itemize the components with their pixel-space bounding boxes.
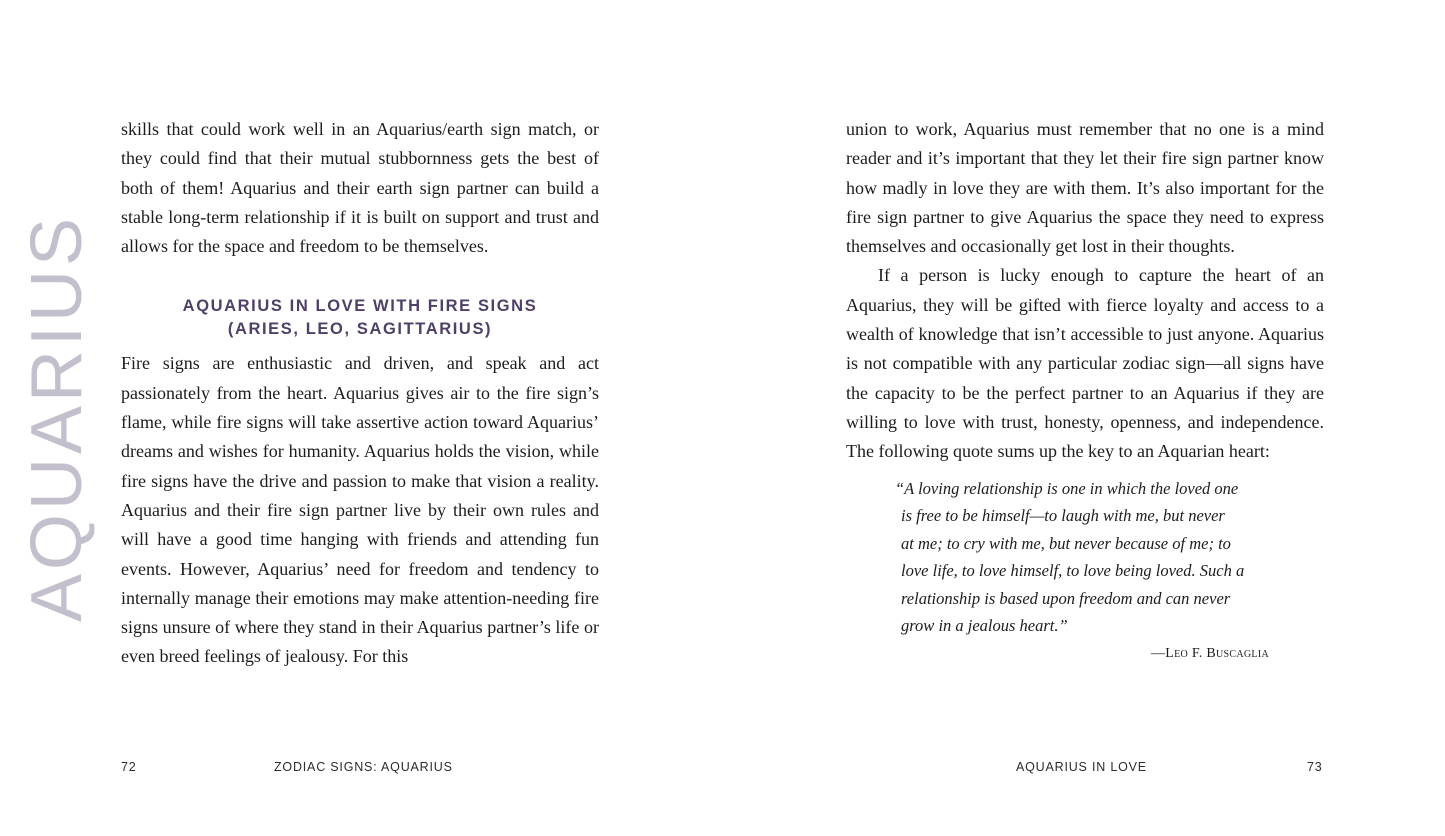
left-paragraph-2: Fire signs are enthusiastic and driven, and speak and act passionately from the heart. Aquarius gives air to the fire sign’s flame, while fire signs will take assertive action toward Aquarius’ dreams and wishes for humanity. Aquarius holds the vision, while fire signs have the drive and passion to make that vision a reality. Aquarius and their fire sign partner live by their own rules and will have a good time hanging with friends and attending fun events. However, Aquarius’ need for freedom and tendency to internally manage their emotions may make attention-needing fire signs unsure of where they stand in their Aquarius partner’s life or even breed feelings of jealousy. For this [121, 353, 599, 667]
left-paragraph-1: skills that could work well in an Aquarius/earth sign match, or they could find that their mutual stubbornness gets the best of both of them! Aquarius and their earth sign partner can build a stable long-term relationship if it is built on support and trust and allows for the space and freedom to be themselves. [121, 119, 599, 257]
left-page-number: 72 [121, 760, 137, 774]
quote-line: relationship is based upon freedom and can never [901, 588, 1231, 608]
right-paragraph-1: union to work, Aquarius must remember that no one is a mind reader and it’s important that they let their fire sign partner know how madly in love they are with them. It’s also important for the fire sign partner to give Aquarius the space they need to express themselves and occasionally get lost in their thoughts. [846, 119, 1324, 257]
quote-line: at me; to cry with me, but never because of me; to [901, 533, 1231, 553]
right-running-head: AQUARIUS IN LOVE [1016, 760, 1147, 774]
section-heading-line-1: AQUARIUS IN LOVE WITH FIRE SIGNS [182, 297, 538, 316]
vertical-section-title: AQUARIUS [17, 213, 97, 623]
section-heading-line-2: (ARIES, LEO, SAGITTARIUS) [227, 320, 493, 339]
right-page [846, 115, 1324, 662]
section-heading [121, 295, 599, 341]
quote-attribution: —Leo F. Buscaglia [1150, 645, 1269, 661]
block-quote [891, 475, 1269, 640]
quote-line: “A loving relationship is one in which the loved one [895, 478, 1239, 498]
left-page [121, 115, 599, 672]
right-paragraph-2: If a person is lucky enough to capture the heart of an Aquarius, they will be gifted with fierce loyalty and access to a wealth of knowledge that isn’t accessible to just anyone. Aquarius is not compatible with any particular zodiac sign—all signs have the capacity to be the perfect partner to an Aquarius if they are willing to love with trust, honesty, openness, and independence. The following quote sums up the key to an Aquarian heart: [846, 265, 1324, 462]
quote-line: grow in a jealous heart.” [901, 616, 1068, 636]
quote-line: is free to be himself—to laugh with me, but never [901, 506, 1225, 526]
quote-line: love life, to love himself, to love being loved. Such a [901, 561, 1245, 581]
right-page-number: 73 [1307, 760, 1323, 774]
left-running-head: ZODIAC SIGNS: AQUARIUS [274, 760, 453, 774]
